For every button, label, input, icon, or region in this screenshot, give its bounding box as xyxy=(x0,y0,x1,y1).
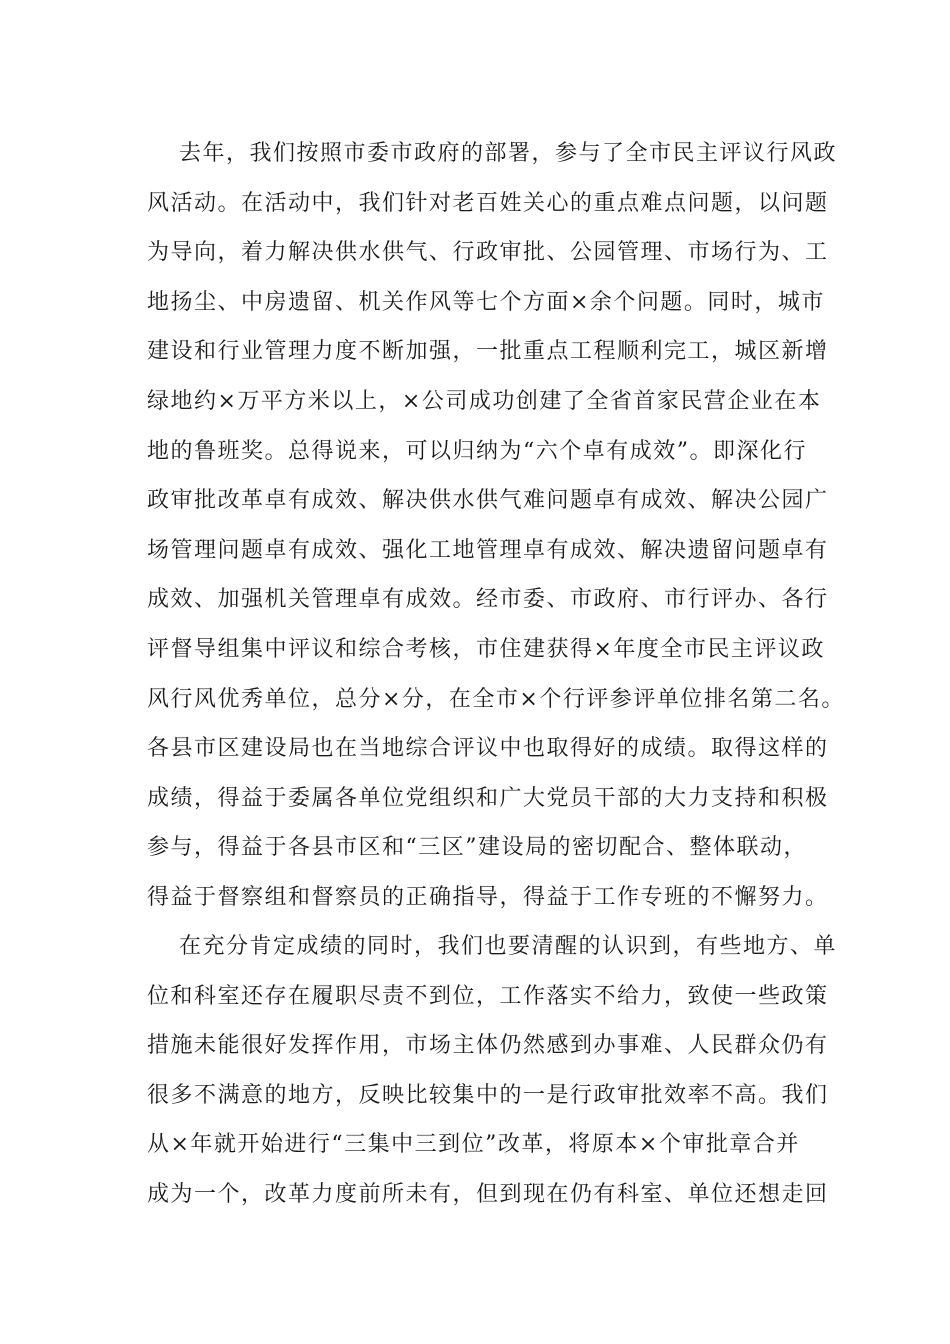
text-line: 成效、加强机关管理卓有成效。经市委、市政府、市行评办、各行 xyxy=(147,587,829,613)
text-line: 评督导组集中评议和综合考核，市住建获得×年度全市民主评议政 xyxy=(147,636,825,662)
text-line: 绿地约×万平方米以上，×公司成功创建了全省首家民营企业在本 xyxy=(147,388,822,414)
text-line: 地的鲁班奖。总得说来，可以归纳为“六个卓有成效”。即深化行 xyxy=(147,438,807,464)
text-line: 从×年就开始进行“三集中三到位”改革，将原本×个审批章合并 xyxy=(147,1132,800,1158)
text-line: 得益于督察组和督察员的正确指导，得益于工作专班的不懈努力。 xyxy=(147,884,829,910)
text-line: 场管理问题卓有成效、强化工地管理卓有成效、解决遗留问题卓有 xyxy=(147,537,829,563)
text-line: 风活动。在活动中，我们针对老百姓关心的重点难点问题，以问题 xyxy=(147,190,829,216)
text-line: 为导向，着力解决供水供气、行政审批、公园管理、市场行为、工 xyxy=(147,240,829,266)
text-line: 成绩，得益于委属各单位党组织和广大党员干部的大力支持和积极 xyxy=(147,785,829,811)
text-line: 措施未能很好发挥作用，市场主体仍然感到办事难、人民群众仍有 xyxy=(147,1033,829,1059)
text-line: 参与，得益于各县市区和“三区”建设局的密切配合、整体联动， xyxy=(147,835,807,861)
paragraph-2 xyxy=(147,922,838,1220)
text-line: 很多不满意的地方，反映比较集中的一是行政审批效率不高。我们 xyxy=(147,1082,829,1108)
text-line: 在充分肯定成绩的同时，我们也要清醒的认识到，有些地方、单 xyxy=(179,934,838,959)
text-line: 政审批改革卓有成效、解决供水供气难问题卓有成效、解决公园广 xyxy=(147,488,829,514)
text-line: 各县市区建设局也在当地综合评议中也取得好的成绩。取得这样的 xyxy=(147,736,829,762)
text-line: 去年，我们按照市委市政府的部署，参与了全市民主评议行风政 xyxy=(179,141,838,166)
text-line: 风行风优秀单位，总分×分，在全市×个行评参评单位排名第二名。 xyxy=(147,686,845,712)
text-line: 地扬尘、中房遗留、机关作风等七个方面×余个问题。同时，城市 xyxy=(147,289,825,315)
paragraph-1 xyxy=(147,129,845,923)
text-line: 建设和行业管理力度不断加强，一批重点工程顺利完工，城区新增 xyxy=(147,339,829,365)
text-line: 位和科室还存在履职尽责不到位，工作落实不给力，致使一些政策 xyxy=(147,983,829,1009)
text-line: 成为一个，改革力度前所未有，但到现在仍有科室、单位还想走回 xyxy=(147,1181,829,1207)
